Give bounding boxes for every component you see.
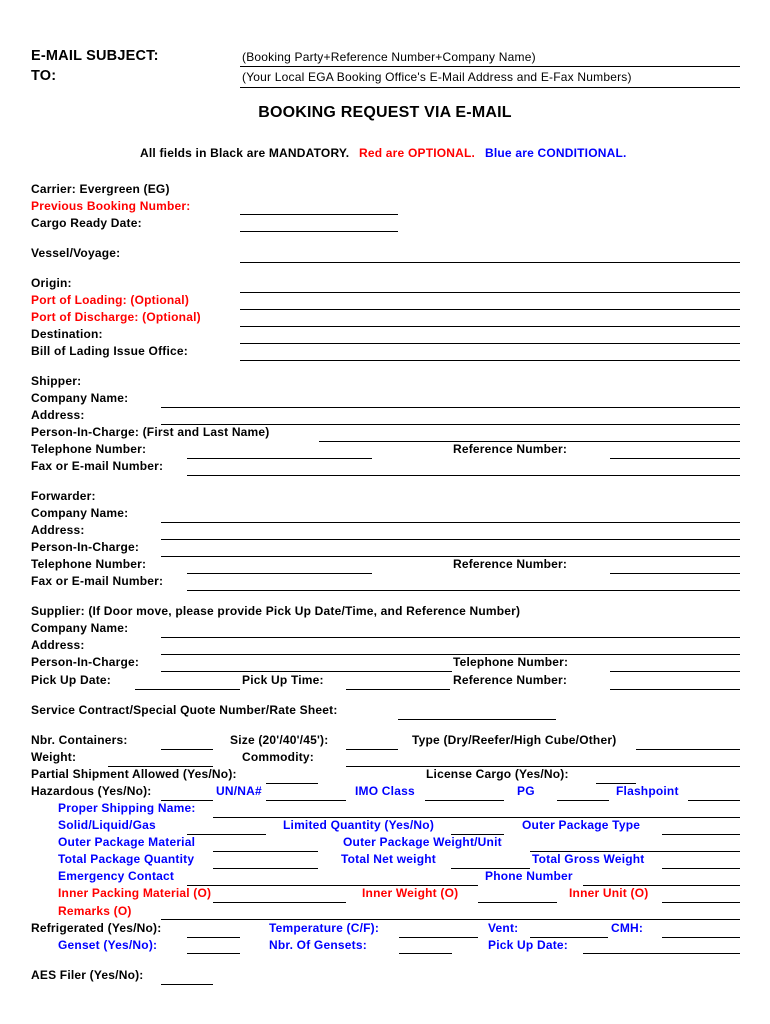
supplier-company-field[interactable] (161, 637, 740, 638)
size-field[interactable] (346, 749, 398, 750)
supplier-address-field[interactable] (161, 654, 740, 655)
supplier-phone-label: Telephone Number: (453, 655, 569, 669)
partial-shipment-label: Partial Shipment Allowed (Yes/No): (31, 767, 237, 781)
forwarder-ref-field[interactable] (610, 573, 740, 574)
supplier-pickup-time-label: Pick Up Time: (242, 673, 324, 687)
nbr-gensets-field[interactable] (399, 953, 452, 954)
bl-office-field[interactable] (240, 360, 740, 361)
shipper-ref-label: Reference Number: (453, 442, 568, 456)
temperature-label: Temperature (C/F): (269, 921, 380, 935)
vessel-field[interactable] (240, 262, 740, 263)
nbr-containers-label: Nbr. Containers: (31, 733, 128, 747)
vent-label: Vent: (488, 921, 519, 935)
supplier-company-label: Company Name: (31, 621, 129, 635)
supplier-pickup-date-field[interactable] (135, 689, 240, 690)
phone-number-label: Phone Number (485, 869, 573, 883)
forwarder-pic-field[interactable] (161, 556, 740, 557)
shipper-address-label: Address: (31, 408, 85, 422)
legend-optional: Red are OPTIONAL. (359, 146, 476, 160)
cargo-ready-label: Cargo Ready Date: (31, 216, 142, 230)
shipper-phone-field[interactable] (187, 458, 372, 459)
forwarder-company-field[interactable] (161, 522, 740, 523)
supplier-ref-label: Reference Number: (453, 673, 568, 687)
shipper-company-label: Company Name: (31, 391, 129, 405)
partial-shipment-field[interactable] (266, 783, 318, 784)
shipping-name-label: Proper Shipping Name: (58, 801, 196, 815)
outer-pkg-type-field[interactable] (662, 834, 740, 835)
forwarder-ref-label: Reference Number: (453, 557, 568, 571)
to-line[interactable] (240, 87, 740, 88)
size-label: Size (20'/40'/45'): (230, 733, 329, 747)
genset-pickup-date-label: Pick Up Date: (488, 938, 568, 952)
nbr-containers-field[interactable] (161, 749, 213, 750)
total-pkg-qty-field[interactable] (213, 868, 318, 869)
remarks-label: Remarks (O) (58, 904, 132, 918)
to-label: TO: (31, 68, 57, 84)
to-hint: (Your Local EGA Booking Office's E-Mail Address and E-Fax Numbers) (242, 70, 632, 84)
pg-field[interactable] (557, 800, 609, 801)
email-subject-label: E-MAIL SUBJECT: (31, 48, 159, 64)
temperature-field[interactable] (399, 937, 478, 938)
supplier-ref-field[interactable] (610, 689, 740, 690)
vessel-label: Vessel/Voyage: (31, 246, 121, 260)
nbr-gensets-label: Nbr. Of Gensets: (269, 938, 367, 952)
imo-class-label: IMO Class (355, 784, 415, 798)
cmh-label: CMH: (611, 921, 644, 935)
pod-label: Port of Discharge: (Optional) (31, 310, 201, 324)
pod-field[interactable] (240, 326, 740, 327)
genset-field[interactable] (187, 953, 240, 954)
shipper-phone-label: Telephone Number: (31, 442, 147, 456)
inner-material-label: Inner Packing Material (O) (58, 886, 212, 900)
page-title: BOOKING REQUEST VIA E-MAIL (258, 104, 512, 121)
hazardous-label: Hazardous (Yes/No): (31, 784, 152, 798)
remarks-field[interactable] (161, 919, 740, 920)
legend-mandatory: All fields in Black are MANDATORY. (140, 146, 350, 160)
contract-label: Service Contract/Special Quote Number/Rate Sheet: (31, 703, 338, 717)
commodity-label: Commodity: (242, 750, 314, 764)
flashpoint-field[interactable] (688, 800, 740, 801)
destination-label: Destination: (31, 327, 103, 341)
cargo-ready-field[interactable] (240, 231, 398, 232)
outer-pkg-weight-label: Outer Package Weight/Unit (343, 835, 502, 849)
solid-liquid-gas-field[interactable] (187, 834, 266, 835)
license-cargo-label: License Cargo (Yes/No): (426, 767, 569, 781)
shipper-fax-field[interactable] (187, 475, 740, 476)
total-gross-weight-label: Total Gross Weight (532, 852, 645, 866)
aes-filer-field[interactable] (161, 984, 213, 985)
supplier-phone-field[interactable] (610, 671, 740, 672)
pol-label: Port of Loading: (Optional) (31, 293, 190, 307)
supplier-pickup-date-label: Pick Up Date: (31, 673, 111, 687)
shipper-pic-label: Person-In-Charge: (First and Last Name) (31, 425, 270, 439)
genset-pickup-date-field[interactable] (583, 953, 740, 954)
shipper-ref-field[interactable] (610, 458, 740, 459)
inner-material-field[interactable] (213, 902, 346, 903)
type-label: Type (Dry/Reefer/High Cube/Other) (412, 733, 617, 747)
legend-conditional: Blue are CONDITIONAL. (485, 146, 627, 160)
flashpoint-label: Flashpoint (616, 784, 679, 798)
bl-office-label: Bill of Lading Issue Office: (31, 344, 188, 358)
total-pkg-qty-label: Total Package Quantity (58, 852, 195, 866)
supplier-pic-field[interactable] (161, 671, 452, 672)
carrier-label: Carrier: Evergreen (EG) (31, 182, 170, 196)
forwarder-company-label: Company Name: (31, 506, 129, 520)
limited-qty-label: Limited Quantity (Yes/No) (283, 818, 435, 832)
forwarder-phone-field[interactable] (187, 573, 372, 574)
genset-label: Genset (Yes/No): (58, 938, 158, 952)
solid-liquid-gas-label: Solid/Liquid/Gas (58, 818, 156, 832)
subject-hint: (Booking Party+Reference Number+Company Name) (242, 50, 536, 64)
pg-label: PG (517, 784, 535, 798)
shipper-heading: Shipper: (31, 374, 82, 388)
weight-label: Weight: (31, 750, 77, 764)
forwarder-address-label: Address: (31, 523, 85, 537)
shipper-company-field[interactable] (161, 407, 740, 408)
supplier-heading: Supplier: (If Door move, please provide Pick Up Date/Time, and Reference Number) (31, 604, 521, 618)
forwarder-fax-label: Fax or E-mail Number: (31, 574, 164, 588)
refrigerated-field[interactable] (187, 937, 240, 938)
supplier-pic-label: Person-In-Charge: (31, 655, 140, 669)
destination-field[interactable] (240, 343, 740, 344)
imo-class-field[interactable] (425, 800, 504, 801)
forwarder-address-field[interactable] (161, 539, 740, 540)
total-net-weight-label: Total Net weight (341, 852, 436, 866)
forwarder-phone-label: Telephone Number: (31, 557, 147, 571)
un-na-label: UN/NA# (216, 784, 262, 798)
previous-booking-label: Previous Booking Number: (31, 199, 191, 213)
inner-weight-label: Inner Weight (O) (362, 886, 459, 900)
un-na-field[interactable] (266, 800, 346, 801)
emergency-contact-label: Emergency Contact (58, 869, 175, 883)
forwarder-fax-field[interactable] (187, 590, 740, 591)
inner-unit-label: Inner Unit (O) (569, 886, 649, 900)
previous-booking-field[interactable] (240, 214, 398, 215)
supplier-pickup-time-field[interactable] (346, 689, 450, 690)
forwarder-pic-label: Person-In-Charge: (31, 540, 140, 554)
type-field[interactable] (636, 749, 740, 750)
inner-weight-field[interactable] (478, 902, 557, 903)
aes-filer-label: AES Filer (Yes/No): (31, 968, 144, 982)
subject-line[interactable] (240, 66, 740, 67)
contract-field[interactable] (398, 719, 556, 720)
outer-pkg-material-field[interactable] (213, 851, 318, 852)
refrigerated-label: Refrigerated (Yes/No): (31, 921, 162, 935)
outer-pkg-material-label: Outer Package Material (58, 835, 196, 849)
origin-field[interactable] (240, 292, 740, 293)
inner-unit-field[interactable] (662, 902, 740, 903)
origin-label: Origin: (31, 276, 72, 290)
cmh-field[interactable] (662, 937, 740, 938)
forwarder-heading: Forwarder: (31, 489, 96, 503)
supplier-address-label: Address: (31, 638, 85, 652)
pol-field[interactable] (240, 309, 740, 310)
total-gross-weight-field[interactable] (662, 868, 740, 869)
outer-pkg-type-label: Outer Package Type (522, 818, 641, 832)
shipper-fax-label: Fax or E-mail Number: (31, 459, 164, 473)
